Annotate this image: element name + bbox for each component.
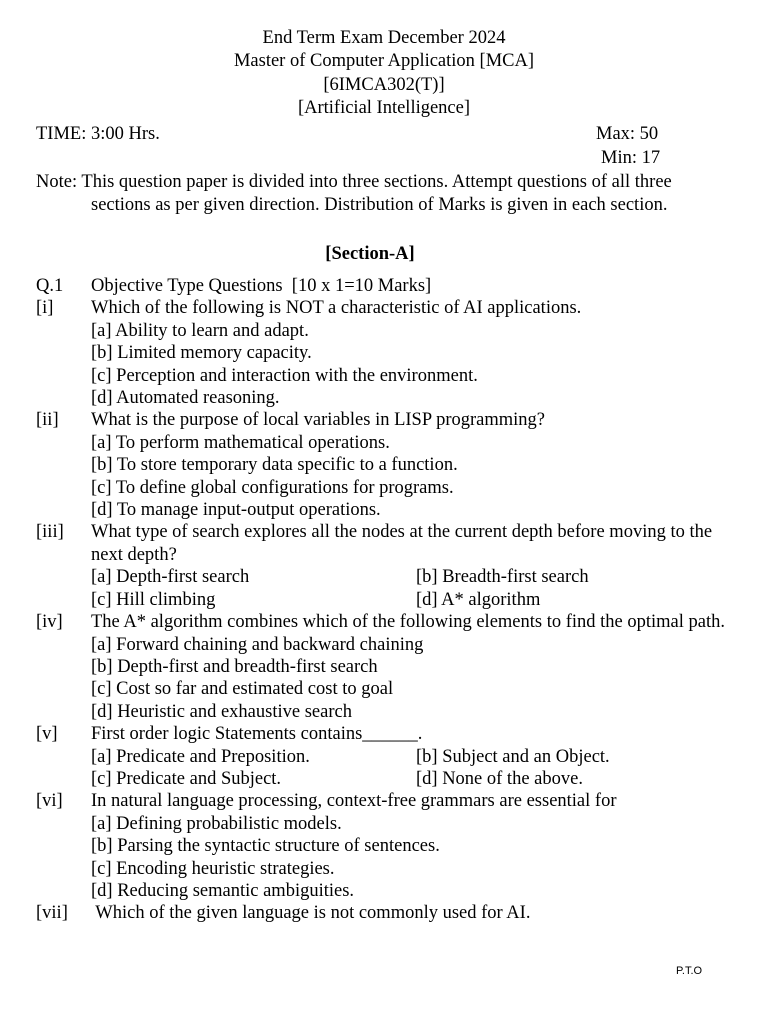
question-vii — [36, 902, 736, 924]
option: [a] To perform mathematical operations. — [91, 432, 390, 453]
exam-title: End Term Exam December 2024 — [262, 28, 506, 48]
page-turn-over: P.T.O — [676, 965, 703, 977]
min-marks: Min: 17 — [601, 148, 661, 168]
option: [a] Ability to learn and adapt. — [91, 320, 309, 341]
option-row — [36, 746, 736, 768]
question-number: [iii] — [36, 522, 64, 543]
question-number: [i] — [36, 298, 54, 319]
program-name: Master of Computer Application [MCA] — [233, 51, 535, 71]
option: [d] To manage input-output operations. — [91, 500, 381, 521]
question-number: [vii] — [36, 903, 68, 924]
option: [a] Forward chaining and backward chaining — [91, 634, 424, 655]
option: [b] Limited memory capacity. — [91, 343, 312, 364]
max-marks: Max: 50 — [596, 124, 659, 144]
question-list — [36, 275, 736, 925]
option: [a] Defining probabilistic models. — [91, 813, 342, 834]
option: [c] Cost so far and estimated cost to goal — [91, 679, 394, 700]
question-text: Which of the following is NOT a characteristic of AI applications. — [91, 298, 582, 319]
question-text: First order logic Statements contains______. — [91, 724, 423, 745]
option: [b] To store temporary data specific to a function. — [91, 455, 458, 476]
section-title: [Section-A] — [325, 244, 415, 264]
option: [a] Depth-first search — [91, 567, 250, 588]
option: [d] Reducing semantic ambiguities. — [91, 880, 355, 901]
q1-header — [36, 275, 736, 297]
course-code: [6IMCA302(T)] — [323, 75, 445, 95]
option-row — [36, 768, 736, 790]
note-text: Note: This question paper is divided into three sections. Attempt questions of all three sections as per given direction. Distribution of Marks is given in each section. — [36, 172, 672, 215]
option: [d] A* algorithm — [416, 589, 541, 610]
q1-title: Objective Type Questions [10 x 1=10 Marks] — [91, 276, 432, 296]
option: [c] Predicate and Subject. — [91, 768, 282, 789]
question-number: [v] — [36, 724, 58, 745]
option: [d] Heuristic and exhaustive search — [91, 701, 352, 722]
time-label: TIME: 3:00 Hrs. — [36, 124, 160, 144]
course-name: [Artificial Intelligence] — [297, 98, 471, 118]
option: [a] Predicate and Preposition. — [91, 746, 310, 767]
option-row — [36, 589, 736, 611]
question-number: [ii] — [36, 410, 59, 431]
question-text: What type of search explores all the nodes at the current depth before moving to the next depth? — [91, 522, 713, 565]
option: [c] Hill climbing — [91, 589, 216, 610]
question-v — [36, 723, 736, 745]
question-number: [vi] — [36, 791, 63, 812]
option: [c] Perception and interaction with the environment. — [91, 365, 478, 386]
option: [c] Encoding heuristic strategies. — [91, 858, 335, 879]
question-vi — [36, 790, 736, 812]
question-text: The A* algorithm combines which of the following elements to find the optimal path. — [91, 612, 726, 633]
option: [d] None of the above. — [416, 768, 583, 789]
option: [b] Subject and an Object. — [416, 746, 610, 767]
question-text: Which of the given language is not commonly used for AI. — [91, 903, 531, 924]
option-row — [36, 566, 736, 588]
option: [b] Depth-first and breadth-first search — [91, 656, 378, 677]
option: [d] Automated reasoning. — [91, 388, 280, 409]
question-i — [36, 297, 736, 319]
question-number: [iv] — [36, 612, 63, 633]
question-text: In natural language processing, context-free grammars are essential for — [91, 791, 617, 812]
question-ii — [36, 409, 736, 431]
question-text: What is the purpose of local variables in LISP programming? — [91, 410, 545, 431]
instructions-note — [36, 171, 726, 216]
q1-number: Q.1 — [36, 276, 64, 296]
question-iv — [36, 611, 736, 633]
option: [b] Breadth-first search — [416, 567, 589, 588]
option: [b] Parsing the syntactic structure of sentences. — [91, 836, 440, 857]
option: [c] To define global configurations for programs. — [91, 477, 454, 498]
question-iii — [36, 521, 736, 566]
